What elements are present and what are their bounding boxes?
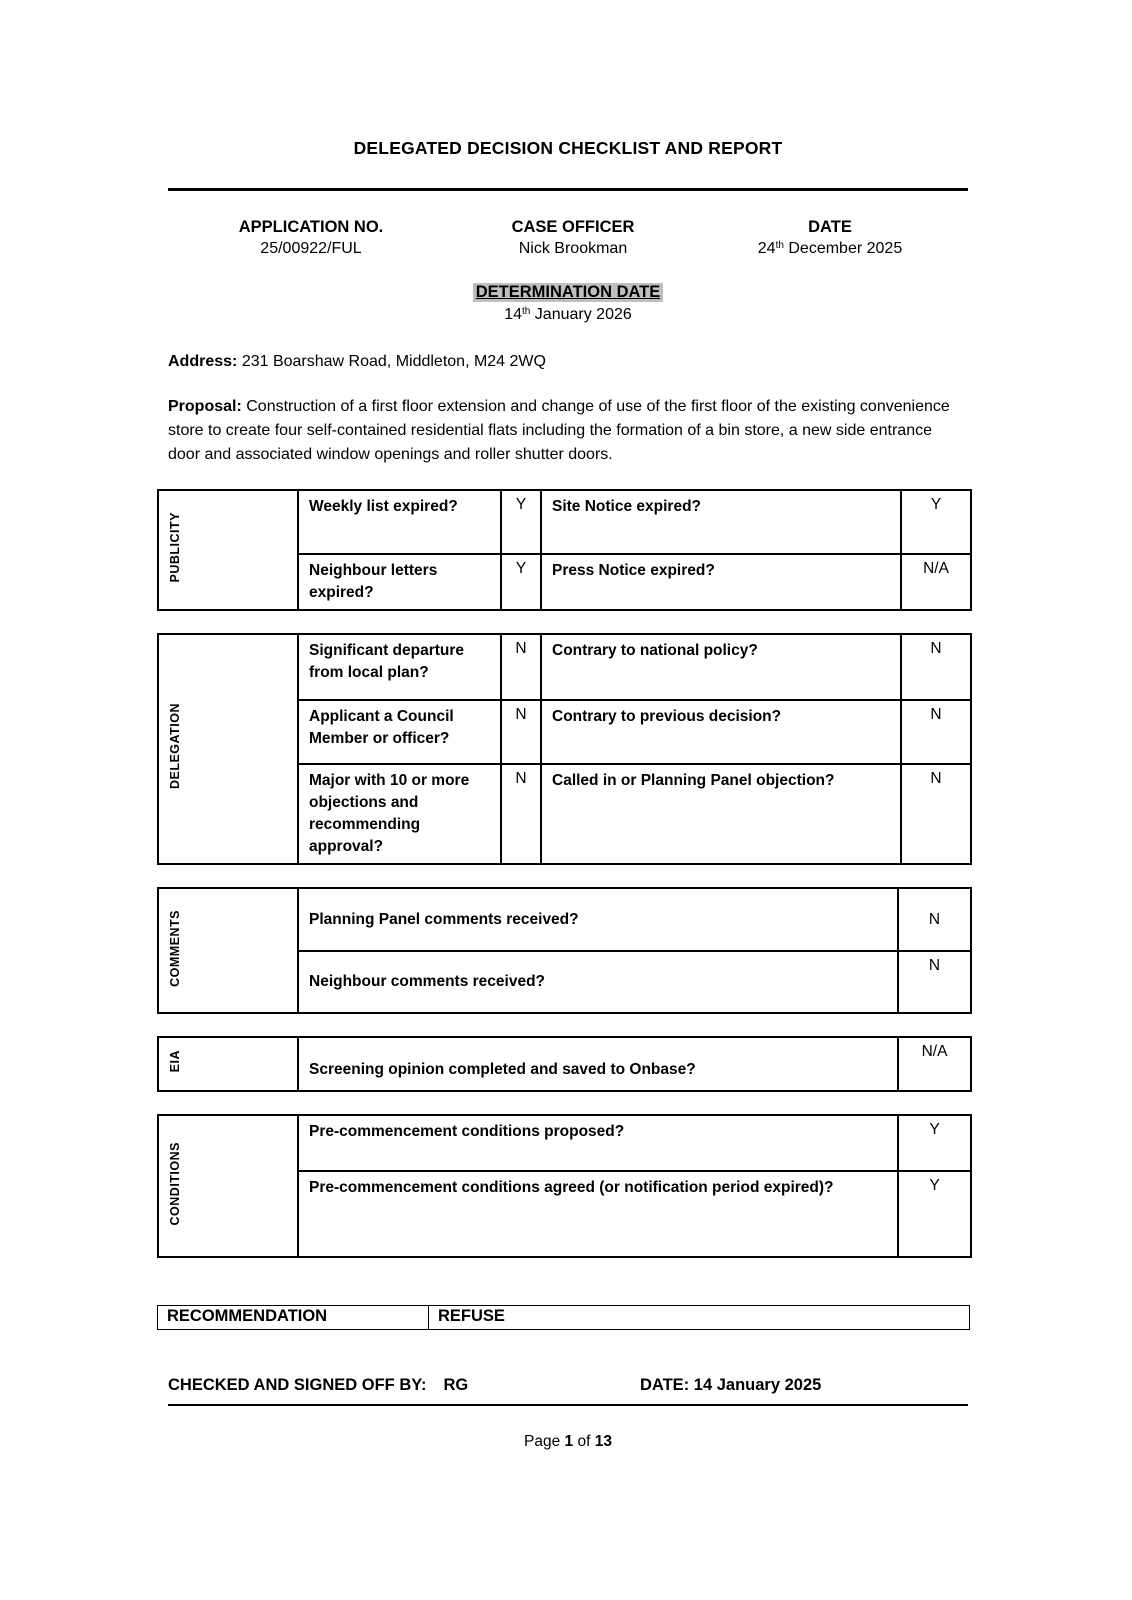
recommendation-value: REFUSE bbox=[429, 1306, 970, 1330]
delegation-section-label: DELEGATION bbox=[168, 703, 182, 790]
publicity-section-label: PUBLICITY bbox=[168, 512, 182, 583]
recommendation-table bbox=[157, 1305, 970, 1330]
answer-cell: N bbox=[898, 951, 971, 1013]
question-cell: Contrary to national policy? bbox=[541, 634, 901, 700]
case-officer-value: Nick Brookman bbox=[518, 240, 628, 257]
header-row bbox=[168, 218, 968, 258]
eia-section-label: EIA bbox=[168, 1050, 182, 1073]
answer-cell: N bbox=[501, 634, 541, 700]
question-cell: Contrary to previous decision? bbox=[541, 700, 901, 764]
page-footer: Page 1 of 13 bbox=[524, 1433, 612, 1450]
address-value: 231 Boarshaw Road, Middleton, M24 2WQ bbox=[241, 353, 546, 370]
date-label: DATE bbox=[808, 218, 852, 236]
answer-cell: Y bbox=[501, 490, 541, 554]
answer-cell: Y bbox=[898, 1171, 971, 1257]
case-officer-label: CASE OFFICER bbox=[511, 218, 635, 236]
question-cell: Major with 10 or more objections and recommending approval? bbox=[298, 764, 501, 864]
answer-cell: N/A bbox=[898, 1037, 971, 1091]
answer-cell: Y bbox=[901, 490, 971, 554]
question-cell: Neighbour comments received? bbox=[298, 951, 898, 1013]
determination-label: DETERMINATION DATE bbox=[473, 283, 664, 302]
conditions-table bbox=[157, 1114, 972, 1258]
question-cell: Pre-commencement conditions proposed? bbox=[298, 1115, 898, 1171]
signoff-checked-label: CHECKED AND SIGNED OFF BY: bbox=[168, 1376, 427, 1394]
case-officer-section bbox=[454, 218, 692, 258]
question-cell: Weekly list expired? bbox=[298, 490, 501, 554]
page-total: 13 bbox=[594, 1433, 612, 1450]
ordinal-superscript: th bbox=[775, 240, 784, 251]
determination-section bbox=[168, 283, 968, 324]
determination-date: 14th January 2026 bbox=[504, 306, 632, 323]
eia-table bbox=[157, 1036, 972, 1092]
comments-section-cell bbox=[158, 888, 298, 1013]
table-row bbox=[158, 634, 971, 700]
comments-table bbox=[157, 887, 972, 1014]
signoff-initials: RG bbox=[443, 1376, 469, 1394]
question-cell: Significant departure from local plan? bbox=[298, 634, 501, 700]
publicity-section-cell bbox=[158, 490, 298, 610]
application-section bbox=[168, 218, 454, 258]
conditions-section-label: CONDITIONS bbox=[168, 1141, 182, 1226]
answer-cell: N bbox=[901, 764, 971, 864]
application-no-label: APPLICATION NO. bbox=[238, 218, 384, 236]
delegation-table bbox=[157, 633, 972, 865]
answer-cell: N bbox=[901, 700, 971, 764]
question-cell: Press Notice expired? bbox=[541, 554, 901, 610]
table-row bbox=[158, 490, 971, 554]
eia-section-cell bbox=[158, 1037, 298, 1091]
application-no-value: 25/00922/FUL bbox=[260, 240, 362, 257]
signoff-date-value: 14 January 2025 bbox=[693, 1376, 822, 1394]
title-divider bbox=[168, 188, 968, 191]
signoff-date-label: DATE: bbox=[640, 1376, 690, 1394]
proposal-value: Construction of a first floor extension and change of use of the first floor of the existing convenience store to create four self-contained residential flats including the formation of a bin store, a new side entrance door and associated window openings and roller shutter doors. bbox=[168, 398, 950, 463]
question-cell: Applicant a Council Member or officer? bbox=[298, 700, 501, 764]
answer-cell: N bbox=[898, 888, 971, 951]
recommendation-label: RECOMMENDATION bbox=[158, 1306, 429, 1330]
address-line bbox=[168, 353, 968, 371]
question-cell: Screening opinion completed and saved to Onbase? bbox=[298, 1037, 898, 1091]
table-row bbox=[158, 1306, 970, 1330]
document-page bbox=[157, 0, 970, 1451]
publicity-table bbox=[157, 489, 972, 611]
date-section bbox=[692, 218, 968, 258]
signoff-line bbox=[168, 1376, 968, 1406]
answer-cell: N bbox=[901, 634, 971, 700]
conditions-section-cell bbox=[158, 1115, 298, 1257]
date-value: 24th December 2025 bbox=[757, 240, 903, 257]
page-title: DELEGATED DECISION CHECKLIST AND REPORT bbox=[353, 138, 783, 158]
table-row bbox=[158, 888, 971, 951]
question-cell: Planning Panel comments received? bbox=[298, 888, 898, 951]
question-cell: Site Notice expired? bbox=[541, 490, 901, 554]
delegation-section-cell bbox=[158, 634, 298, 864]
comments-section-label: COMMENTS bbox=[168, 909, 182, 987]
question-cell: Pre-commencement conditions agreed (or notification period expired)? bbox=[298, 1171, 898, 1257]
signoff-date bbox=[640, 1376, 821, 1395]
ordinal-superscript: th bbox=[522, 306, 531, 317]
question-cell: Called in or Planning Panel objection? bbox=[541, 764, 901, 864]
answer-cell: Y bbox=[501, 554, 541, 610]
proposal-paragraph bbox=[168, 395, 968, 467]
table-row bbox=[158, 1037, 971, 1091]
answer-cell: N bbox=[501, 700, 541, 764]
answer-cell: N bbox=[501, 764, 541, 864]
address-label: Address: bbox=[168, 353, 238, 370]
question-cell: Neighbour letters expired? bbox=[298, 554, 501, 610]
table-row bbox=[158, 1115, 971, 1171]
answer-cell: N/A bbox=[901, 554, 971, 610]
answer-cell: Y bbox=[898, 1115, 971, 1171]
page-number: 1 bbox=[564, 1433, 574, 1450]
proposal-label: Proposal: bbox=[168, 398, 242, 415]
